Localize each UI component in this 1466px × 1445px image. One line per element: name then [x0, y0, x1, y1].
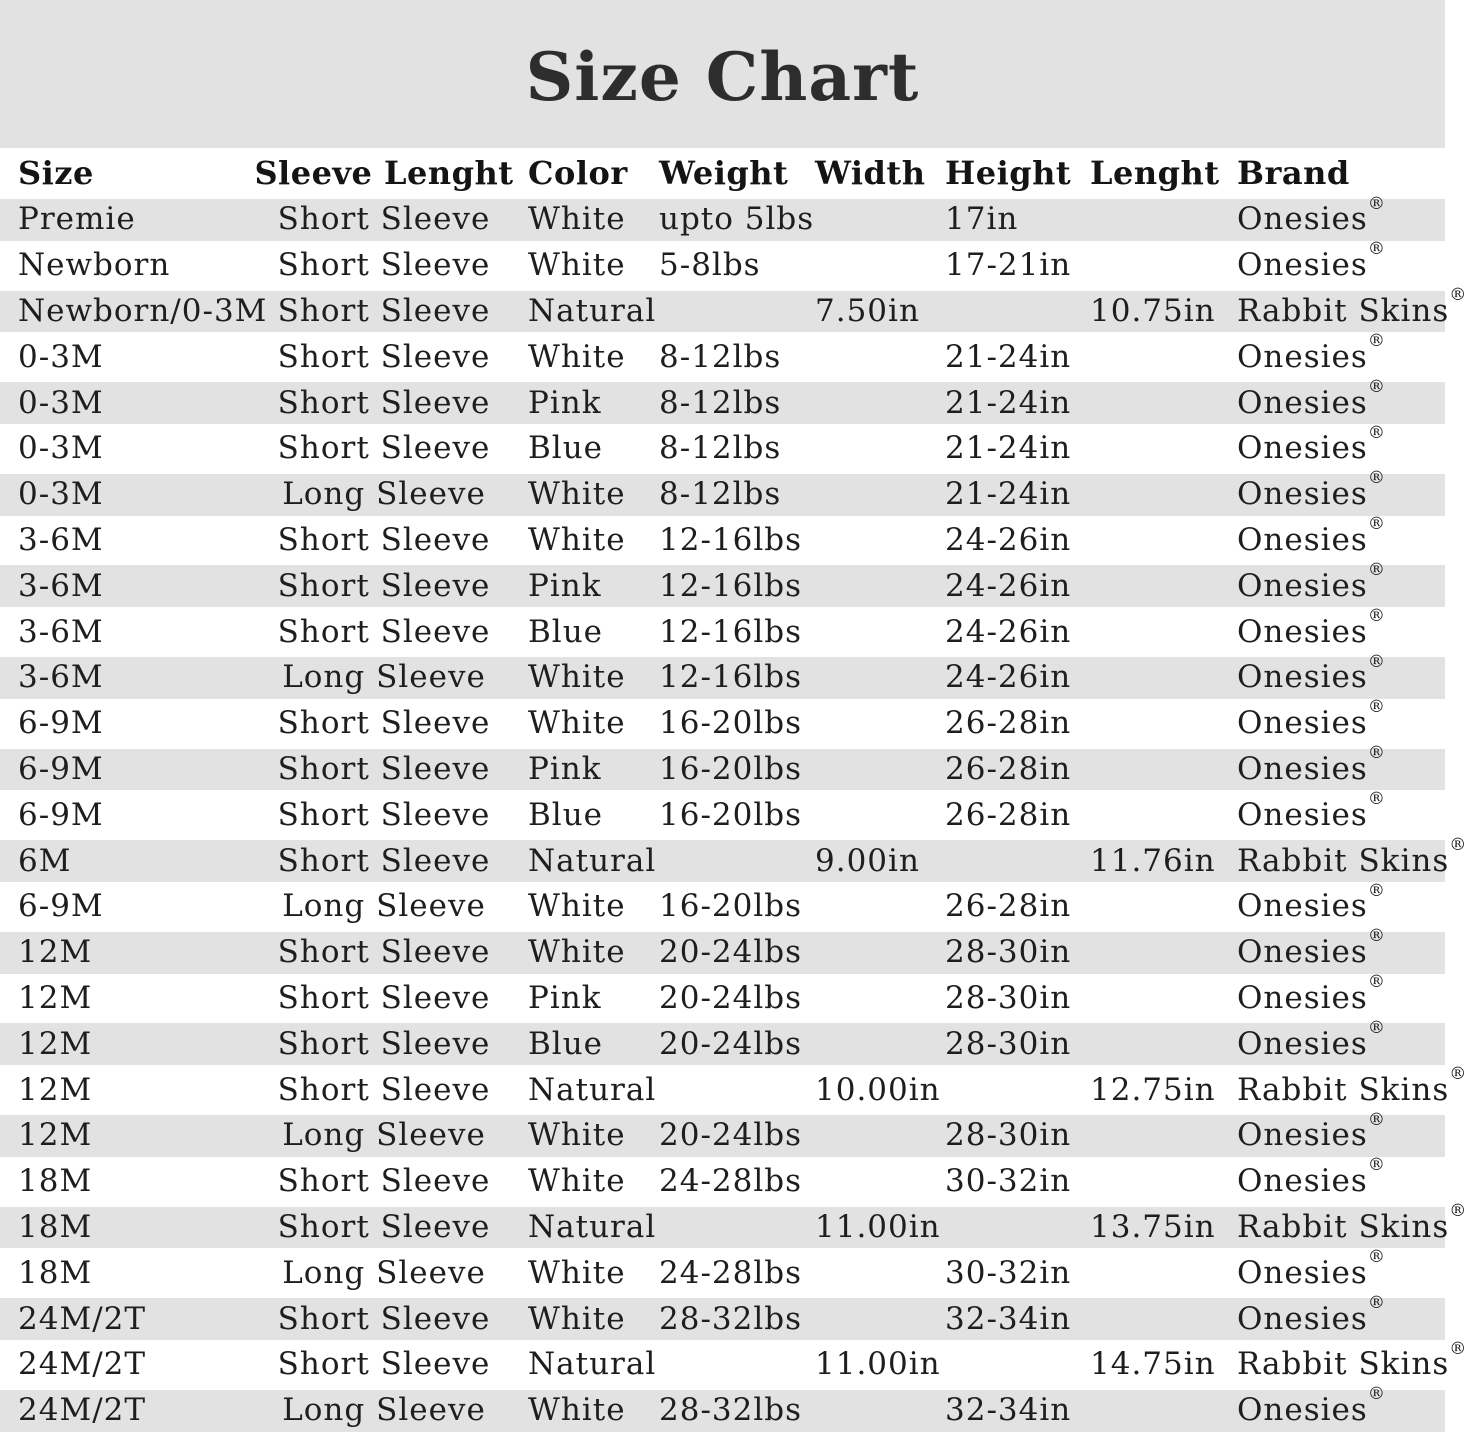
- registered-mark: ®: [1367, 1247, 1385, 1268]
- cell-lenght: [1085, 518, 1232, 564]
- cell-weight: 16-20lbs: [659, 888, 803, 925]
- cell-brand: Onesies®: [1232, 1388, 1445, 1434]
- cell-size: 3-6M: [18, 521, 104, 558]
- registered-mark: ®: [1449, 1063, 1466, 1084]
- registered-mark: ®: [1367, 651, 1385, 672]
- column-header-weight: Weight: [659, 153, 789, 192]
- cell-width: [810, 655, 940, 701]
- registered-mark: ®: [1449, 1201, 1466, 1222]
- table-row: [0, 792, 1445, 838]
- cell-height: 28-30in: [940, 1113, 1085, 1159]
- cell-sleeve-lenght: Long Sleeve: [253, 1388, 515, 1434]
- cell-width: [810, 701, 940, 747]
- cell-width: 7.50in: [810, 289, 940, 335]
- cell-width: [810, 472, 940, 518]
- cell-width: [810, 884, 940, 930]
- cell-weight: [650, 289, 810, 335]
- cell-lenght: [1085, 1021, 1232, 1067]
- cell-size: 6-9M: [18, 888, 104, 925]
- cell-width: [810, 609, 940, 655]
- cell-size: 6M: [0, 838, 253, 884]
- cell-color: Blue: [515, 1021, 650, 1067]
- registered-mark: ®: [1367, 1109, 1385, 1130]
- cell-width: [810, 518, 940, 564]
- cell-width: [810, 380, 940, 426]
- cell-lenght: [1085, 563, 1232, 609]
- cell-lenght: [1085, 243, 1232, 289]
- cell-width: [810, 1250, 940, 1296]
- cell-weight: 8-12lbs: [650, 472, 810, 518]
- table-row: [0, 976, 1445, 1022]
- registered-mark: ®: [1367, 743, 1385, 764]
- cell-weight: 24-28lbs: [659, 1163, 803, 1200]
- header-row: [0, 148, 1445, 197]
- cell-height: 28-30in: [940, 930, 1085, 976]
- cell-brand: Onesies®: [1232, 563, 1445, 609]
- registered-mark: ®: [1367, 331, 1385, 352]
- table-row: [0, 701, 1445, 747]
- cell-sleeve-lenght: Short Sleeve: [253, 289, 515, 335]
- cell-color: White: [528, 1254, 626, 1291]
- cell-brand: Onesies®: [1232, 747, 1445, 793]
- cell-width: [810, 1113, 940, 1159]
- cell-sleeve-lenght: Short Sleeve: [253, 1296, 515, 1342]
- cell-color: Blue: [528, 613, 604, 650]
- cell-size: 18M: [18, 1254, 93, 1291]
- cell-height: 26-28in: [945, 888, 1072, 925]
- cell-size: 0-3M: [0, 380, 253, 426]
- cell-sleeve-lenght: Short Sleeve: [253, 1205, 515, 1251]
- cell-width: [810, 930, 940, 976]
- cell-brand: Rabbit Skins®: [1232, 1205, 1445, 1251]
- cell-sleeve-lenght: Long Sleeve: [253, 655, 515, 701]
- registered-mark: ®: [1367, 376, 1385, 397]
- cell-weight: 16-20lbs: [659, 796, 803, 833]
- cell-size: 0-3M: [0, 472, 253, 518]
- table-row: [0, 1159, 1445, 1205]
- cell-size: 3-6M: [0, 655, 253, 701]
- cell-weight: upto 5lbs: [650, 197, 810, 243]
- cell-brand: Onesies®: [1232, 930, 1445, 976]
- cell-color: Natural: [515, 289, 650, 335]
- cell-weight: 12-16lbs: [659, 613, 803, 650]
- cell-color: White: [528, 338, 626, 375]
- cell-color: White: [528, 1163, 626, 1200]
- cell-height: [940, 1342, 1085, 1388]
- table-row: [0, 1342, 1445, 1388]
- table-row: [0, 884, 1445, 930]
- cell-size: 24M/2T: [0, 1296, 253, 1342]
- cell-size: 18M: [0, 1205, 253, 1251]
- cell-lenght: [1085, 334, 1232, 380]
- cell-weight: 20-24lbs: [650, 1113, 810, 1159]
- table-row: [0, 334, 1445, 380]
- cell-brand: Onesies®: [1232, 1296, 1445, 1342]
- cell-brand: Onesies®: [1232, 197, 1445, 243]
- cell-brand: Onesies®: [1232, 472, 1445, 518]
- cell-lenght: [1085, 884, 1232, 930]
- cell-weight: 12-16lbs: [659, 521, 803, 558]
- cell-height: 17in: [940, 197, 1085, 243]
- cell-height: 24-26in: [940, 563, 1085, 609]
- cell-height: 30-32in: [945, 1254, 1072, 1291]
- cell-weight: 28-32lbs: [650, 1388, 810, 1434]
- cell-color: White: [515, 655, 650, 701]
- cell-weight: 20-24lbs: [650, 1021, 810, 1067]
- registered-mark: ®: [1449, 834, 1466, 855]
- cell-weight: 12-16lbs: [650, 563, 810, 609]
- cell-size: 12M: [0, 930, 253, 976]
- cell-size: 18M: [18, 1163, 93, 1200]
- cell-weight: 12-16lbs: [650, 655, 810, 701]
- cell-height: 32-34in: [940, 1388, 1085, 1434]
- cell-width: [810, 334, 940, 380]
- cell-size: Premie: [0, 197, 253, 243]
- cell-lenght: [1085, 609, 1232, 655]
- cell-lenght: 14.75in: [1090, 1346, 1216, 1383]
- cell-brand: Onesies®: [1237, 880, 1385, 925]
- cell-brand: Rabbit Skins®: [1232, 289, 1445, 335]
- column-header-height: Height: [945, 153, 1072, 192]
- cell-weight: 20-24lbs: [659, 979, 803, 1016]
- registered-mark: ®: [1449, 285, 1466, 306]
- cell-sleeve-lenght: Short Sleeve: [253, 1021, 515, 1067]
- cell-size: 0-3M: [18, 430, 104, 467]
- table-row: [0, 426, 1445, 472]
- cell-height: 21-24in: [945, 430, 1072, 467]
- registered-mark: ®: [1367, 789, 1385, 810]
- cell-sleeve-lenght: Short Sleeve: [253, 930, 515, 976]
- table-row: [0, 1205, 1445, 1251]
- cell-brand: Onesies®: [1232, 1021, 1445, 1067]
- table-row: [0, 1113, 1445, 1159]
- cell-width: [810, 1296, 940, 1342]
- cell-brand: Onesies®: [1232, 655, 1445, 701]
- cell-height: [940, 289, 1085, 335]
- cell-color: White: [528, 705, 626, 742]
- cell-lenght: [1085, 1388, 1232, 1434]
- cell-color: Natural: [528, 1346, 657, 1383]
- cell-lenght: [1085, 701, 1232, 747]
- cell-lenght: 13.75in: [1085, 1205, 1232, 1251]
- table-row: [0, 518, 1445, 564]
- registered-mark: ®: [1367, 239, 1385, 260]
- cell-height: 26-28in: [945, 705, 1072, 742]
- cell-sleeve-lenght: Long Sleeve: [282, 888, 486, 925]
- cell-sleeve-lenght: Short Sleeve: [253, 747, 515, 793]
- cell-lenght: [1085, 930, 1232, 976]
- cell-height: 24-26in: [945, 613, 1072, 650]
- cell-size: 12M: [0, 1113, 253, 1159]
- registered-mark: ®: [1367, 1292, 1385, 1313]
- cell-lenght: [1085, 426, 1232, 472]
- cell-brand: Onesies®: [1237, 422, 1385, 467]
- cell-weight: 20-24lbs: [650, 930, 810, 976]
- cell-weight: 16-20lbs: [659, 705, 803, 742]
- cell-height: 21-24in: [940, 380, 1085, 426]
- cell-size: 24M/2T: [0, 1388, 253, 1434]
- cell-sleeve-lenght: Short Sleeve: [277, 705, 491, 742]
- cell-sleeve-lenght: Short Sleeve: [253, 197, 515, 243]
- table-row: [0, 1296, 1445, 1342]
- cell-brand: Onesies®: [1237, 605, 1385, 650]
- title-band: [0, 0, 1445, 148]
- cell-sleeve-lenght: Short Sleeve: [277, 1071, 491, 1108]
- cell-sleeve-lenght: Long Sleeve: [253, 1113, 515, 1159]
- cell-height: 32-34in: [940, 1296, 1085, 1342]
- cell-color: Pink: [515, 380, 650, 426]
- table-row: [0, 1021, 1445, 1067]
- column-header-lenght: Lenght: [1090, 153, 1220, 192]
- cell-color: White: [515, 472, 650, 518]
- cell-size: 24M/2T: [18, 1346, 147, 1383]
- column-header-sleeve-lenght: Sleeve Lenght: [254, 153, 514, 192]
- cell-weight: 24-28lbs: [659, 1254, 803, 1291]
- table-row: [0, 289, 1445, 335]
- cell-width: 11.00in: [815, 1346, 941, 1383]
- cell-lenght: [1085, 1159, 1232, 1205]
- cell-height: [940, 1067, 1085, 1113]
- cell-lenght: [1085, 1296, 1232, 1342]
- cell-width: 10.00in: [815, 1071, 941, 1108]
- cell-color: White: [515, 197, 650, 243]
- cell-height: 28-30in: [945, 979, 1072, 1016]
- cell-weight: 5-8lbs: [659, 247, 761, 284]
- registered-mark: ®: [1367, 880, 1385, 901]
- cell-brand: Onesies®: [1237, 239, 1385, 284]
- cell-width: [810, 1388, 940, 1434]
- cell-lenght: [1085, 655, 1232, 701]
- table-row: [0, 380, 1445, 426]
- cell-sleeve-lenght: Short Sleeve: [277, 1163, 491, 1200]
- cell-weight: 8-12lbs: [659, 338, 782, 375]
- cell-sleeve-lenght: Short Sleeve: [277, 796, 491, 833]
- table-row: [0, 1250, 1445, 1296]
- table-row: [0, 655, 1445, 701]
- cell-brand: Onesies®: [1237, 789, 1385, 833]
- cell-size: 6-9M: [18, 705, 104, 742]
- cell-size: 3-6M: [18, 613, 104, 650]
- cell-lenght: [1085, 1250, 1232, 1296]
- cell-width: 11.00in: [810, 1205, 940, 1251]
- cell-lenght: [1085, 472, 1232, 518]
- cell-height: 26-28in: [945, 796, 1072, 833]
- cell-color: White: [515, 930, 650, 976]
- cell-brand: Onesies®: [1232, 1113, 1445, 1159]
- column-header-color: Color: [528, 153, 628, 192]
- registered-mark: ®: [1449, 1338, 1466, 1359]
- cell-weight: 16-20lbs: [650, 747, 810, 793]
- table-row: [0, 1067, 1445, 1113]
- cell-color: White: [528, 247, 626, 284]
- cell-width: [810, 426, 940, 472]
- table-row: [0, 197, 1445, 243]
- cell-width: [810, 1021, 940, 1067]
- table-row: [0, 563, 1445, 609]
- cell-lenght: [1085, 747, 1232, 793]
- cell-width: [810, 243, 940, 289]
- cell-height: 28-30in: [940, 1021, 1085, 1067]
- table-row: [0, 609, 1445, 655]
- cell-weight: 8-12lbs: [659, 430, 782, 467]
- cell-width: [810, 747, 940, 793]
- cell-lenght: [1085, 1113, 1232, 1159]
- cell-width: [810, 197, 940, 243]
- cell-lenght: 10.75in: [1085, 289, 1232, 335]
- column-header-width: Width: [815, 153, 926, 192]
- cell-color: White: [515, 1296, 650, 1342]
- cell-lenght: 11.76in: [1085, 838, 1232, 884]
- cell-color: Pink: [528, 979, 602, 1016]
- cell-size: 12M: [0, 1021, 253, 1067]
- table-row: [0, 838, 1445, 884]
- cell-sleeve-lenght: Short Sleeve: [253, 563, 515, 609]
- cell-sleeve-lenght: Short Sleeve: [277, 1346, 491, 1383]
- cell-height: 30-32in: [945, 1163, 1072, 1200]
- cell-width: 9.00in: [810, 838, 940, 884]
- cell-color: Blue: [528, 796, 604, 833]
- cell-brand: Rabbit Skins®: [1237, 1063, 1466, 1108]
- cell-brand: Rabbit Skins®: [1237, 1338, 1466, 1383]
- registered-mark: ®: [1367, 468, 1385, 489]
- registered-mark: ®: [1367, 193, 1385, 214]
- registered-mark: ®: [1367, 560, 1385, 581]
- cell-sleeve-lenght: Short Sleeve: [277, 247, 491, 284]
- cell-sleeve-lenght: Short Sleeve: [277, 338, 491, 375]
- cell-height: 21-24in: [940, 472, 1085, 518]
- cell-lenght: [1085, 792, 1232, 838]
- cell-lenght: [1085, 197, 1232, 243]
- cell-sleeve-lenght: Short Sleeve: [277, 979, 491, 1016]
- cell-weight: [650, 1205, 810, 1251]
- size-chart-table: [0, 148, 1466, 1434]
- page-title: Size Chart: [525, 38, 920, 116]
- cell-brand: Onesies®: [1237, 1155, 1385, 1200]
- cell-brand: Onesies®: [1232, 380, 1445, 426]
- registered-mark: ®: [1367, 697, 1385, 718]
- cell-weight: 8-12lbs: [650, 380, 810, 426]
- cell-sleeve-lenght: Short Sleeve: [253, 380, 515, 426]
- cell-size: 6-9M: [18, 796, 104, 833]
- cell-width: [810, 1159, 940, 1205]
- registered-mark: ®: [1367, 605, 1385, 626]
- registered-mark: ®: [1367, 514, 1385, 535]
- table-row: [0, 243, 1445, 289]
- cell-height: 24-26in: [945, 521, 1072, 558]
- cell-sleeve-lenght: Short Sleeve: [277, 613, 491, 650]
- registered-mark: ®: [1367, 972, 1385, 993]
- cell-width: [810, 792, 940, 838]
- column-header-brand: Brand: [1237, 153, 1350, 192]
- cell-color: White: [515, 1388, 650, 1434]
- cell-weight: [650, 838, 810, 884]
- cell-width: [810, 976, 940, 1022]
- cell-color: Blue: [528, 430, 604, 467]
- table-row: [0, 930, 1445, 976]
- cell-size: 12M: [18, 979, 93, 1016]
- cell-height: 24-26in: [940, 655, 1085, 701]
- cell-sleeve-lenght: Long Sleeve: [282, 1254, 486, 1291]
- cell-sleeve-lenght: Short Sleeve: [277, 521, 491, 558]
- cell-color: White: [528, 521, 626, 558]
- cell-brand: Onesies®: [1237, 972, 1385, 1016]
- cell-size: Newborn: [18, 247, 171, 284]
- cell-brand: Onesies®: [1237, 514, 1385, 558]
- registered-mark: ®: [1367, 422, 1385, 443]
- cell-sleeve-lenght: Long Sleeve: [253, 472, 515, 518]
- cell-height: 17-21in: [945, 247, 1072, 284]
- cell-weight: [650, 1342, 810, 1388]
- cell-color: White: [515, 1113, 650, 1159]
- table-row: [0, 1388, 1445, 1434]
- cell-height: 26-28in: [940, 747, 1085, 793]
- cell-width: [810, 563, 940, 609]
- table-row: [0, 747, 1445, 793]
- registered-mark: ®: [1367, 1155, 1385, 1176]
- registered-mark: ®: [1367, 1384, 1385, 1405]
- cell-height: 21-24in: [945, 338, 1072, 375]
- cell-lenght: [1085, 380, 1232, 426]
- table-row: [0, 472, 1445, 518]
- cell-color: Natural: [515, 838, 650, 884]
- registered-mark: ®: [1367, 926, 1385, 947]
- cell-weight: [650, 1067, 810, 1113]
- cell-lenght: [1085, 976, 1232, 1022]
- cell-brand: Onesies®: [1237, 1247, 1385, 1291]
- cell-brand: Rabbit Skins®: [1232, 838, 1445, 884]
- cell-brand: Onesies®: [1237, 331, 1385, 375]
- cell-color: White: [528, 888, 626, 925]
- cell-size: 12M: [18, 1071, 93, 1108]
- cell-size: 6-9M: [0, 747, 253, 793]
- cell-weight: 28-32lbs: [650, 1296, 810, 1342]
- registered-mark: ®: [1367, 1018, 1385, 1039]
- cell-size: Newborn/0-3M: [0, 289, 253, 335]
- cell-sleeve-lenght: Short Sleeve: [277, 430, 491, 467]
- column-header-size: Size: [18, 153, 94, 192]
- cell-brand: Onesies®: [1237, 697, 1385, 742]
- cell-height: [940, 838, 1085, 884]
- cell-height: [940, 1205, 1085, 1251]
- cell-color: Natural: [515, 1205, 650, 1251]
- cell-size: 3-6M: [0, 563, 253, 609]
- cell-color: Natural: [528, 1071, 657, 1108]
- cell-size: 0-3M: [18, 338, 104, 375]
- cell-color: Pink: [515, 563, 650, 609]
- cell-color: Pink: [515, 747, 650, 793]
- cell-lenght: 12.75in: [1090, 1071, 1216, 1108]
- cell-sleeve-lenght: Short Sleeve: [253, 838, 515, 884]
